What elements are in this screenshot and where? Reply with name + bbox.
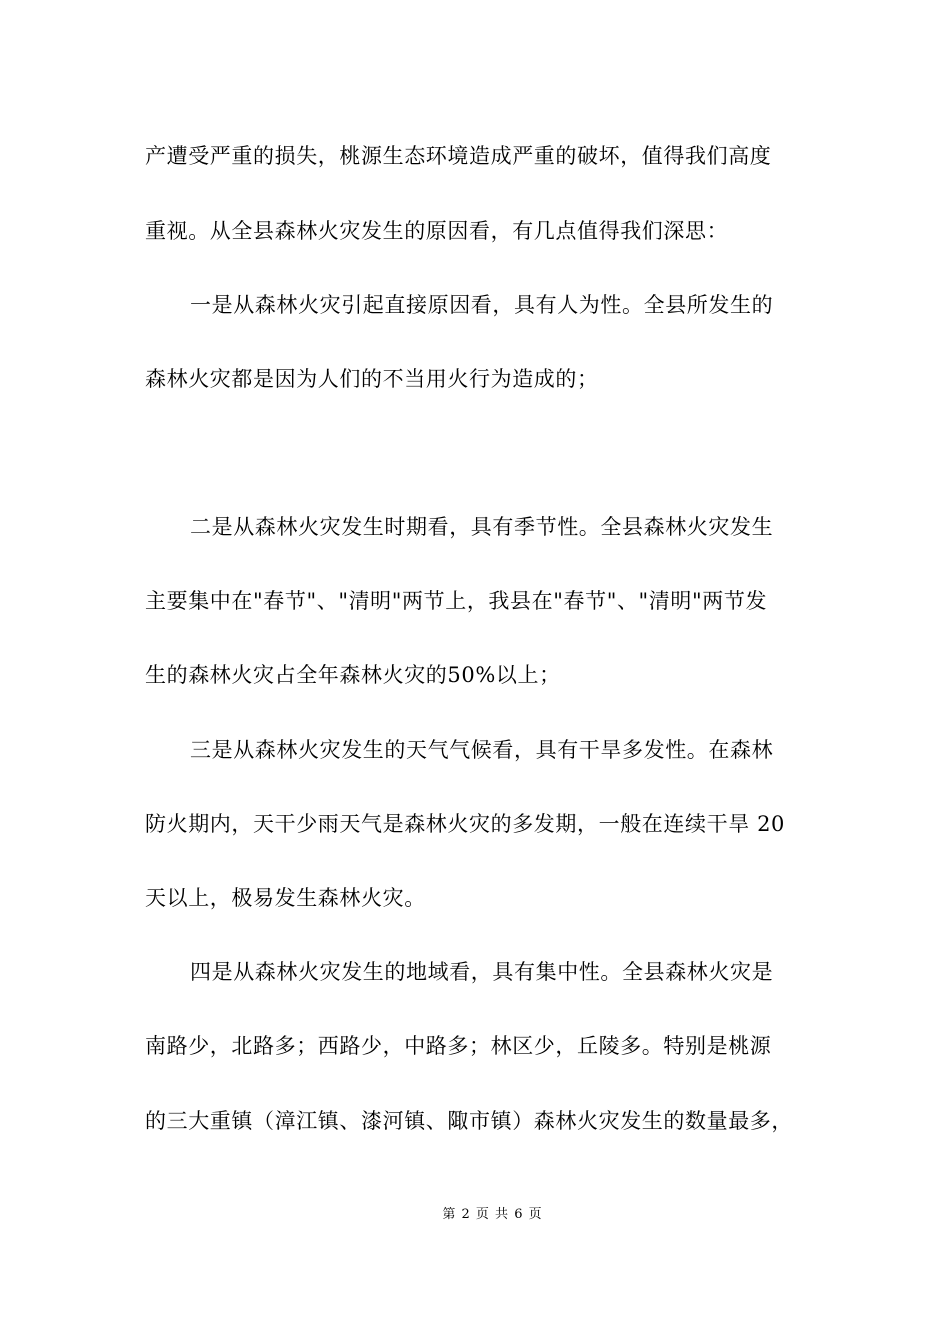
paragraph-line: 二是从森林火灾发生时期看，具有季节性。全县森林火灾发生: [190, 515, 774, 539]
paragraph-line: 南路少，北路多；西路少，中路多；林区少，丘陵多。特别是桃源: [145, 1034, 772, 1058]
paragraph-line: 一是从森林火灾引起直接原因看，具有人为性。全县所发生的: [190, 293, 774, 317]
paragraph-line: 防火期内，天干少雨天气是森林火灾的多发期，一般在连续干旱 20: [145, 812, 785, 836]
paragraph-line: 产遭受严重的损失，桃源生态环境造成严重的破坏，值得我们高度: [145, 144, 772, 168]
paragraph-line: 主要集中在"春节"、"清明"两节上，我县在"春节"、"清明"两节发: [145, 589, 768, 613]
paragraph-line: 森林火灾都是因为人们的不当用火行为造成的；: [145, 367, 599, 391]
paragraph-line: 重视。从全县森林火灾发生的原因看，有几点值得我们深思：: [145, 219, 729, 243]
paragraph-line: 天以上，极易发生森林火灾。: [145, 886, 426, 910]
paragraph-line: 三是从森林火灾发生的天气气候看，具有干旱多发性。在森林: [190, 738, 774, 762]
paragraph-line: 的三大重镇（漳江镇、漆河镇、陬市镇）森林火灾发生的数量最多，: [145, 1109, 793, 1133]
paragraph-line: 四是从森林火灾发生的地域看，具有集中性。全县森林火灾是: [190, 960, 774, 984]
page-number-footer: 第 2 页 共 6 页: [442, 1207, 543, 1222]
paragraph-line: 生的森林火灾占全年森林火灾的50%以上；: [145, 663, 561, 687]
